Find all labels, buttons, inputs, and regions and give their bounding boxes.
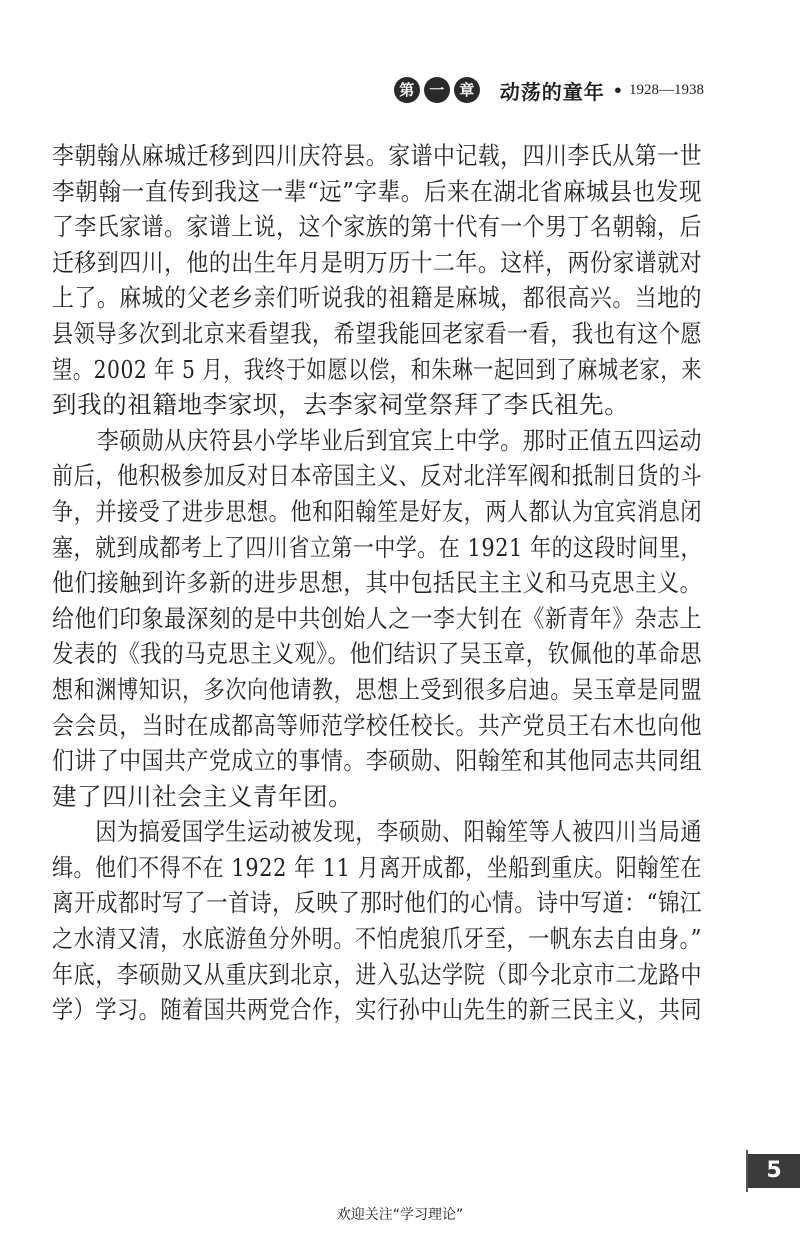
chapter-char-1: 第 bbox=[394, 77, 420, 103]
text-line: 因为搞爱国学生运动被发现，李硕勋、阳翰笙等人被四川当局通 bbox=[52, 817, 702, 847]
text-line: 李朝翰从麻城迁移到四川庆符县。家谱中记载，四川李氏从第一世 bbox=[52, 141, 702, 170]
text-line: 给他们印象最深刻的是中共创始人之一李大钊在《新青年》杂志上 bbox=[52, 603, 702, 633]
text-line: 缉。他们不得不在 1922 年 11 月离开成都，坐船到重庆。阳翰笙在 bbox=[52, 852, 702, 882]
text-line: 望。2002 年 5 月，我终于如愿以偿，和朱琳一起回到了麻城老家，来 bbox=[52, 354, 702, 384]
text-line: 们讲了中国共产党成立的事情。李硕勋、阳翰笙和其他同志共同组 bbox=[52, 746, 702, 776]
text-line: 他们接触到许多新的进步思想，其中包括民主主义和马克思主义。 bbox=[52, 568, 702, 598]
text-line: 塞，就到成都考上了四川省立第一中学。在 1921 年的这段时间里， bbox=[52, 532, 702, 562]
text-line: 离开成都时写了一首诗，反映了那时他们的心情。诗中写道：“锦江 bbox=[52, 888, 702, 918]
text-line: 会会员，当时在成都高等师范学校任校长。共产党员王右木也向他 bbox=[52, 710, 702, 740]
text-line: 李朝翰一直传到我这一辈“远”字辈。后来在湖北省麻城县也发现 bbox=[52, 176, 702, 206]
text-line: 迁移到四川，他的出生年月是明万历十二年。这样，两份家谱就对 bbox=[52, 247, 702, 277]
body-text bbox=[52, 138, 702, 1028]
paragraph-3 bbox=[52, 814, 702, 1028]
text-line: 之水清又清，水底游鱼分外明。不怕虎狼爪牙至，一帆东去自由身。” bbox=[52, 924, 702, 954]
text-line: 到我的祖籍地李家坝，去李家祠堂祭拜了李氏祖先。 bbox=[52, 390, 630, 420]
text-line: 想和渊博知识，多次向他请教，思想上受到很多启迪。吴玉章是同盟 bbox=[52, 674, 702, 704]
footer-note: 欢迎关注“学习理论” bbox=[336, 1207, 464, 1223]
text-line: 前后，他积极参加反对日本帝国主义、反对北洋军阀和抵制日货的斗 bbox=[52, 461, 702, 491]
text-line: 年底，李硕勋又从重庆到北京，进入弘达学院（即今北京市二龙路中 bbox=[52, 959, 702, 989]
header-separator: • bbox=[612, 80, 623, 100]
chapter-char-3: 章 bbox=[454, 77, 480, 103]
chapter-years: 1928—1938 bbox=[629, 81, 704, 98]
text-line: 学）学习。随着国共两党合作，实行孙中山先生的新三民主义，共同 bbox=[52, 995, 702, 1025]
paragraph-1 bbox=[52, 138, 702, 423]
text-line: 了李氏家谱。家谱上说，这个家族的第十代有一个男丁名朝翰，后 bbox=[52, 212, 702, 242]
text-line: 李硕勋从庆符县小学毕业后到宜宾上中学。那时正值五四运动 bbox=[52, 425, 702, 455]
chapter-title: 动荡的童年 bbox=[499, 79, 605, 104]
page-number: 5 bbox=[748, 1154, 800, 1188]
text-line: 建了四川社会主义青年团。 bbox=[52, 781, 354, 811]
chapter-char-2: 一 bbox=[424, 77, 450, 103]
text-line: 发表的《我的马克思主义观》。他们结识了吴玉章，钦佩他的革命思 bbox=[52, 639, 702, 669]
text-line: 上了。麻城的父老乡亲们听说我的祖籍是麻城，都很高兴。当地的 bbox=[52, 283, 702, 313]
text-line: 县领导多次到北京来看望我，希望我能回老家看一看，我也有这个愿 bbox=[52, 318, 702, 348]
text-line: 争，并接受了进步思想。他和阳翰笙是好友，两人都认为宜宾消息闭 bbox=[52, 496, 702, 526]
chapter-badge bbox=[394, 77, 480, 103]
running-header bbox=[394, 74, 704, 106]
paragraph-2 bbox=[52, 423, 702, 815]
